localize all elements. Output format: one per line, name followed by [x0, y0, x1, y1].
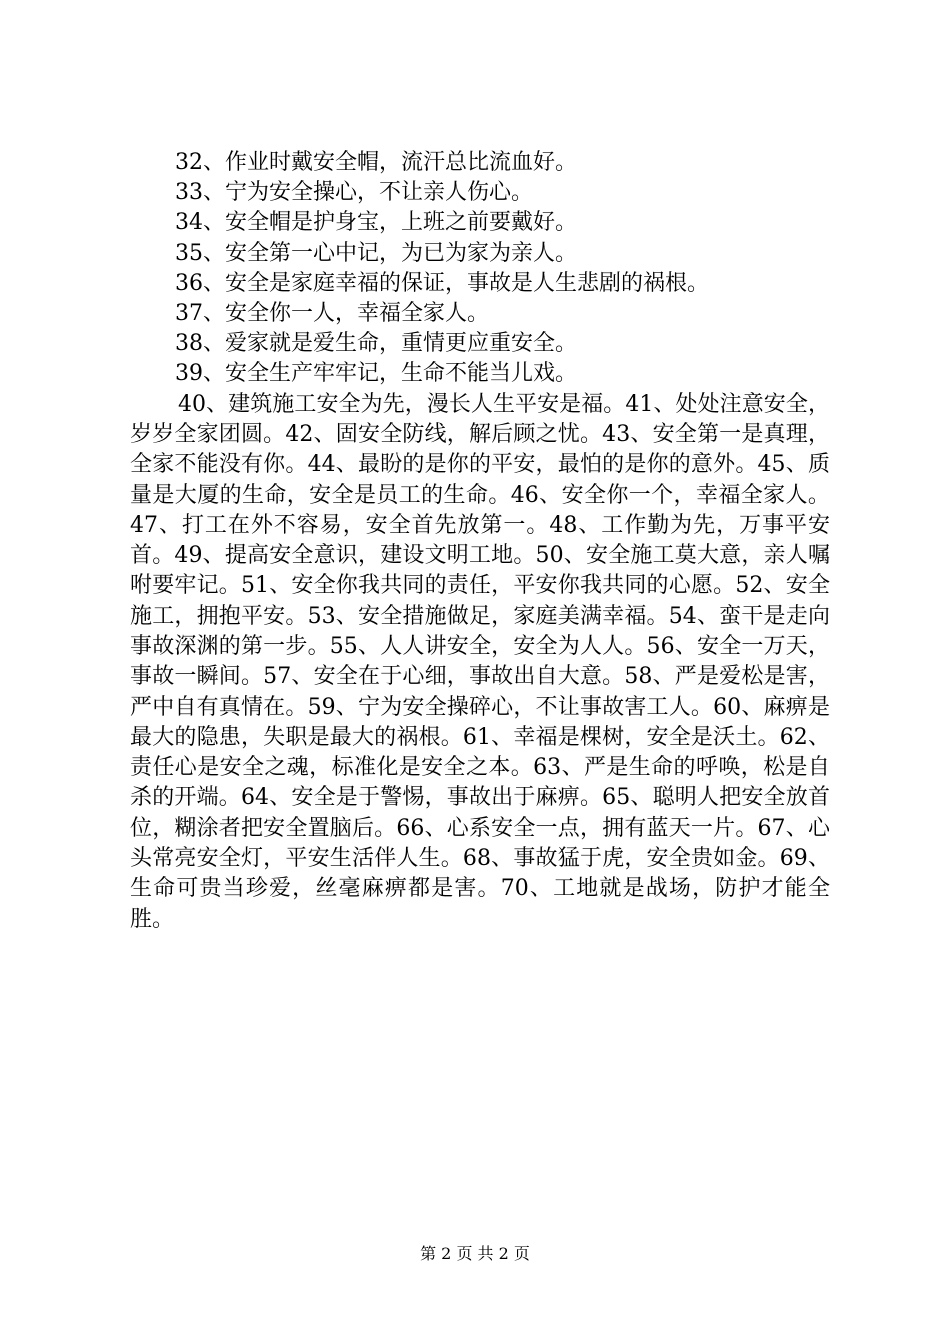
page-footer	[0, 1244, 950, 1264]
slogan-paragraph: 40、建筑施工安全为先，漫长人生平安是福。41、处处注意安全，岁岁全家团圆。42、固安全防线，解后顾之忧。43、安全第一是真理，全家不能没有你。44、最盼的是你的平安，最怕的是你的意外。45、质量是大厦的生命，安全是员工的生命。46、安全你一个，幸福全家人。47、打工在外不容易，安全首先放第一。48、工作勤为先，万事平安首。49、提高安全意识，建设文明工地。50、安全施工莫大意，亲人嘱咐要牢记。51、安全你我共同的责任，平安你我共同的心愿。52、安全施工，拥抱平安。53、安全措施做足，家庭美满幸福。54、蛮干是走向事故深渊的第一步。55、人人讲安全，安全为人人。56、安全一万天，事故一瞬间。57、安全在于心细，事故出自大意。58、严是爱松是害，严中自有真情在。59、宁为安全操碎心，不让事故害工人。60、麻痹是最大的隐患，失职是最大的祸根。61、幸福是棵树，安全是沃土。62、责任心是安全之魂，标准化是安全之本。63、严是生命的呼唤，松是自杀的开端。64、安全是于警惕，事故出于麻痹。65、聪明人把安全放首位，糊涂者把安全置脑后。66、心系安全一点，拥有蓝天一片。67、心头常亮安全灯，平安生活伴人生。68、事故猛于虎，安全贵如金。69、生命可贵当珍爱，丝毫麻痹都是害。70、工地就是战场，防护才能全胜。	[130, 391, 830, 932]
slogan-line: 39、安全生产牢牢记，生命不能当儿戏。	[175, 361, 577, 387]
page-number: 第 2 页 共 2 页	[420, 1244, 530, 1263]
slogan-line: 33、宁为安全操心，不让亲人伤心。	[175, 180, 533, 206]
slogan-line: 34、安全帽是护身宝，上班之前要戴好。	[175, 210, 577, 236]
slogan-line: 36、安全是家庭幸福的保证，事故是人生悲剧的祸根。	[175, 270, 709, 296]
slogan-line: 37、安全你一人，幸福全家人。	[175, 301, 489, 327]
slogan-line: 32、作业时戴安全帽，流汗总比流血好。	[175, 150, 577, 175]
document-body	[130, 148, 830, 957]
slogan-line: 38、爱家就是爱生命，重情更应重安全。	[175, 331, 577, 357]
slogan-line: 35、安全第一心中记，为已为家为亲人。	[175, 240, 577, 266]
